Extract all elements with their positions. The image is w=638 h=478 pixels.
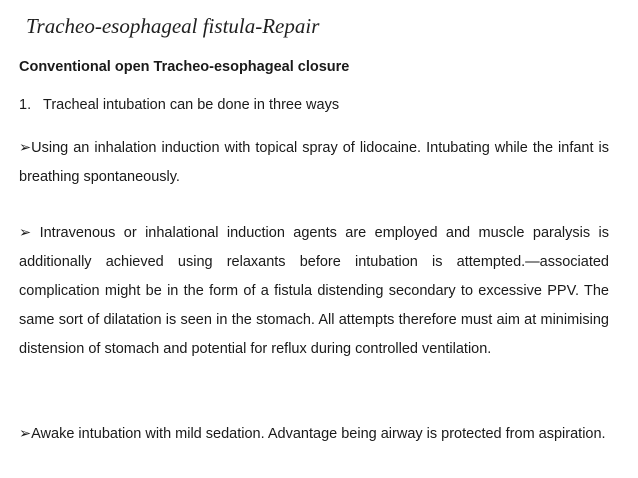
bullet-paragraph-3: ➢Awake intubation with mild sedation. Advantage being airway is protected from aspiration.	[19, 426, 606, 442]
item-text: Tracheal intubation can be done in three ways	[43, 97, 340, 113]
slide-title: Tracheo-esophageal fistula-Repair	[26, 14, 320, 38]
slide-subtitle: Conventional open Tracheo-esophageal closure	[19, 59, 350, 75]
numbered-item	[19, 97, 339, 113]
item-number: 1.	[19, 97, 32, 113]
bullet-paragraph-2: ➢ Intravenous or inhalational induction agents are employed and muscle paralysis is additionally achieved using relaxants before intubation is attempted.—associated complication might be in the form of a fistula distending secondary to excessive PPV. The same sort of dilatation is seen in the stomach. All attempts therefore must aim at minimising distension of stomach and potential for reflux during controlled ventilation.	[19, 225, 609, 357]
bullet-paragraph-1: ➢Using an inhalation induction with topical spray of lidocaine. Intubating while the infant is breathing spontaneously.	[19, 140, 609, 185]
